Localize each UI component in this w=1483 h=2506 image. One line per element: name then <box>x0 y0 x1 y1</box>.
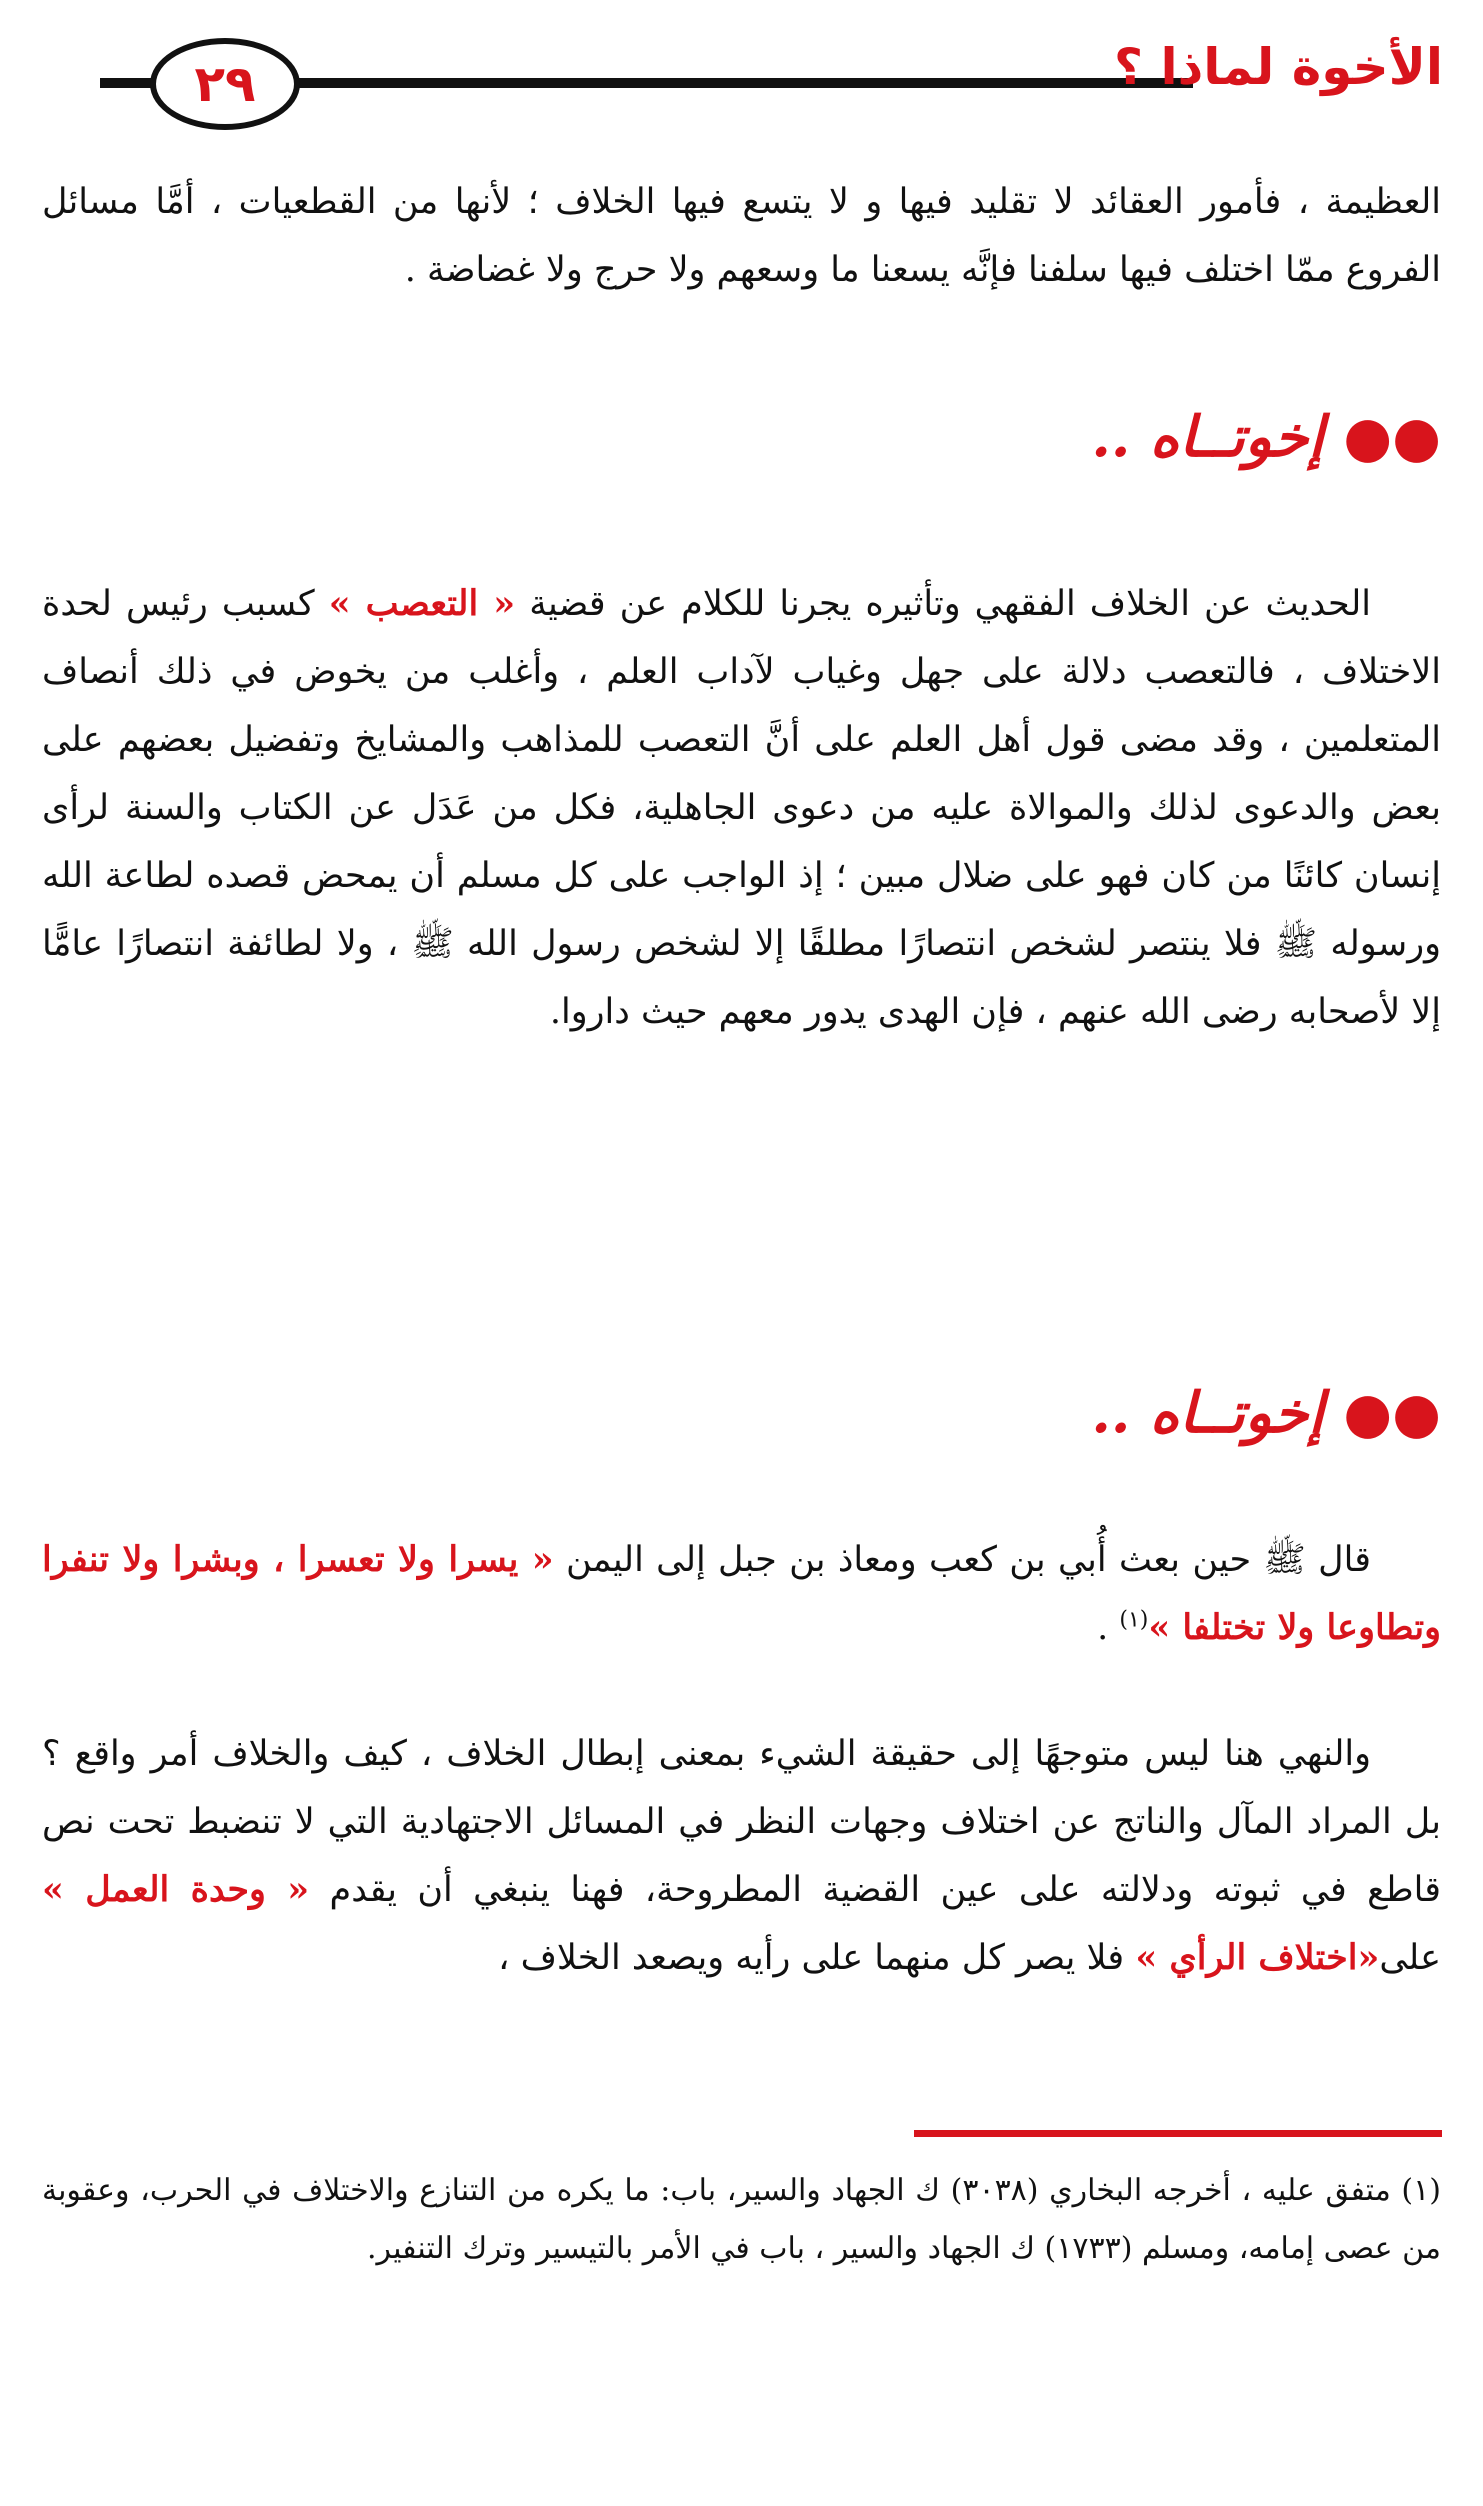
footnote-reference[interactable]: (١) <box>1119 1607 1149 1633</box>
highlight-term: «اختلاف الرأي » <box>1135 1937 1380 1978</box>
hadith-quote: « يسرا ولا تعسرا ، وبشرا ولا تنفرا وتطاوعا ولا تختلفا » <box>42 1539 1441 1648</box>
explanation-paragraph <box>42 1720 1441 1992</box>
hadith-quote-paragraph <box>42 1526 1441 1662</box>
footnote <box>42 2162 1441 2278</box>
highlight-term: « التعصب » <box>328 583 516 624</box>
paragraph-text: فلا يصر كل منهما على رأيه ويصعد الخلاف ، <box>498 1938 1125 1978</box>
section-body <box>42 570 1441 1046</box>
running-title: الأخوة لماذا ؟ <box>1114 38 1443 96</box>
paragraph-text: العظيمة ، فأمور العقائد لا تقليد فيها و لا يتسع فيها الخلاف ؛ لأنها من القطعيات ، أمَّا مسائل الفروع ممّا اختلف فيها سلفنا فإنَّه يسعنا ما وسعهم ولا حرج ولا غضاضة . <box>42 182 1441 290</box>
footnote-divider <box>914 2130 1442 2137</box>
page-number: ٢٩ <box>194 55 256 113</box>
highlight-term: « وحدة العمل » <box>42 1869 310 1910</box>
section-heading: ●● إخوتــاه .. <box>1091 404 1441 470</box>
quote-intro: قال ﷺ حين بعث أُبي بن كعب ومعاذ بن جبل إلى اليمن <box>565 1540 1371 1580</box>
paragraph-text: كسبب رئيس لحدة الاختلاف ، فالتعصب دلالة على جهل وغياب لآداب العلم ، وأغلب من يخوض في ذلك أنصاف المتعلمين ، وقد مضى قول أهل العلم على أنَّ التعصب للمذاهب والمشايخ وتفضيل بعضهم على بعض والدعوى لذلك والموالاة عليه من دعوى الجاهلية، فكل من عَدَل عن الكتاب والسنة لرأى إنسان كائنًا من كان فهو على ضلال مبين ؛ إذ الواجب على كل مسلم أن يمحض قصده لطاعة الله ورسوله ﷺ فلا ينتصر لشخص انتصارًا مطلقًا إلا لشخص رسول الله ﷺ ، ولا لطائفة انتصارًا عامًّا إلا لأصحابه رضى الله عنهم ، فإن الهدى يدور معهم حيث داروا. <box>42 584 1441 1032</box>
footnote-text: (١) متفق عليه ، أخرجه البخاري (٣٠٣٨) ك الجهاد والسير، باب: ما يكره من التنازع والاختلاف في الحرب، وعقوبة من عصى إمامه، ومسلم (١٧٣٣) ك الجهاد والسير ، باب في الأمر بالتيسير وترك التنفير. <box>42 2173 1441 2266</box>
paragraph-intro: الحديث عن الخلاف الفقهي وتأثيره يجرنا للكلام عن قضية <box>529 584 1371 624</box>
page-number-badge <box>150 38 300 130</box>
paragraph-text: والنهي هنا ليس متوجهًا إلى حقيقة الشيء بمعنى إبطال الخلاف ، كيف والخلاف أمر واقع ؟ بل المراد المآل والناتج عن اختلاف وجهات النظر في المسائل الاجتهادية التي لا تنضبط تحت نص قاطع في ثبوته ودلالته على عين القضية المطروحة، فهنا ينبغي أن يقدم <box>42 1734 1441 1910</box>
paragraph-text: على <box>1379 1938 1441 1978</box>
paragraph-continuation <box>42 168 1441 304</box>
section-heading: ●● إخوتــاه .. <box>1091 1380 1441 1446</box>
quote-end: . <box>1097 1608 1109 1648</box>
page-header <box>40 30 1443 140</box>
